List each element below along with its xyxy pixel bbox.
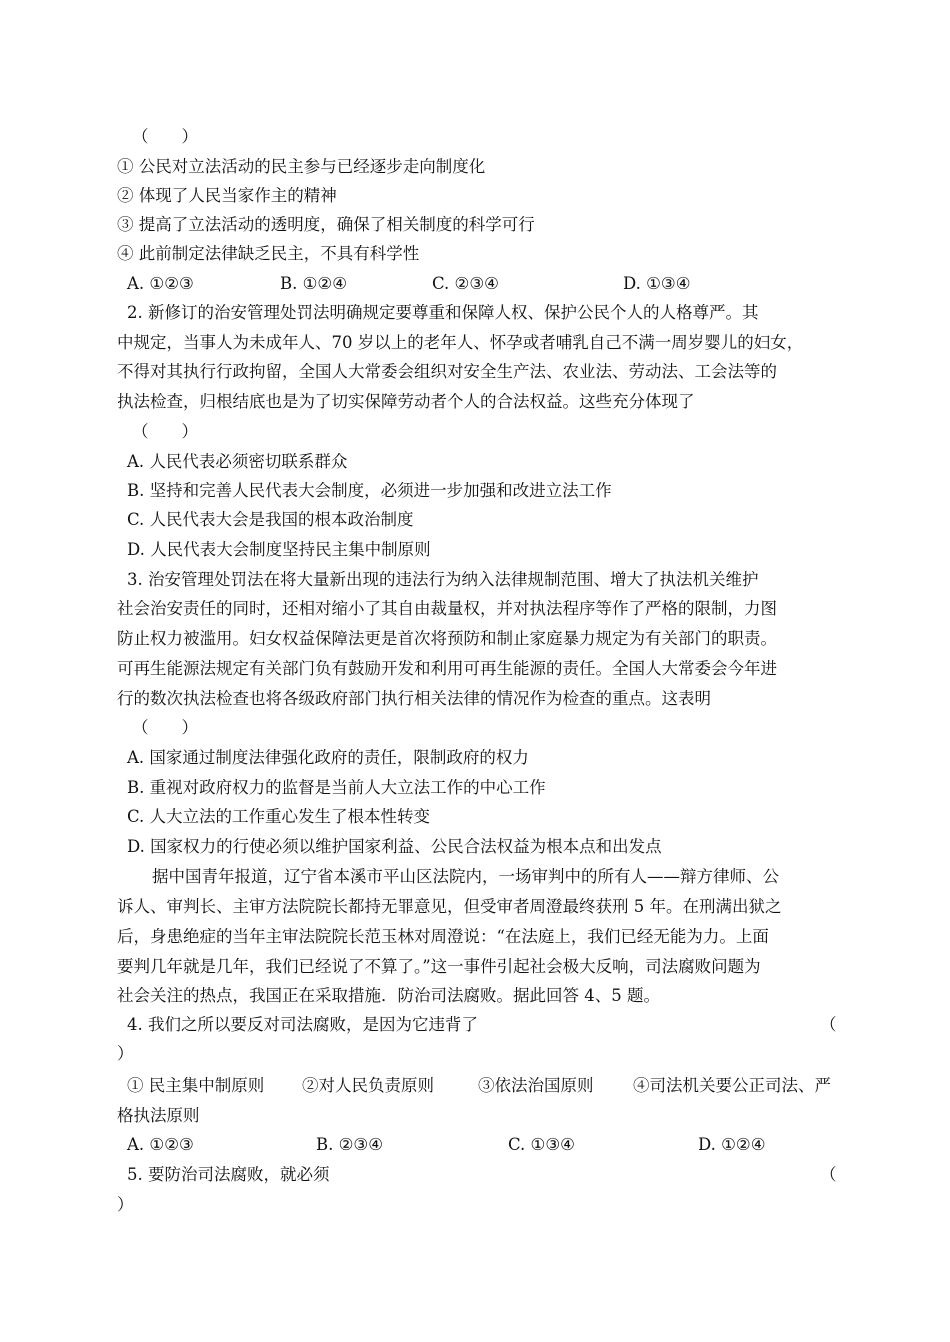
passage-text: 据中国青年报道，辽宁省本溪市平山区法院内，一场审判中的所有人——辩方律师、公	[152, 867, 779, 886]
option-d: D. ①③④	[623, 274, 691, 293]
passage-line-3	[0, 923, 950, 951]
q2-option-a	[0, 448, 950, 476]
q5-stem-line	[0, 1161, 950, 1189]
answer-bracket-open: （	[820, 1165, 837, 1184]
passage-line-1	[0, 863, 950, 891]
statement-text: 格执法原则	[117, 1106, 200, 1125]
q3-option-d	[0, 833, 950, 861]
option-text: B. 重视对政府权力的监督是当前人大立法工作的中心工作	[127, 778, 546, 797]
answer-bracket: （ ）	[132, 422, 198, 441]
statement-text: ① 民主集中制原则	[127, 1076, 265, 1095]
q2-stem-line-2	[0, 329, 950, 357]
option-text: D. 人民代表大会制度坚持民主集中制原则	[127, 540, 431, 559]
option-c: C. ①③④	[508, 1135, 575, 1154]
option-text: D. 国家权力的行使必须以维护国家利益、公民合法权益为根本点和出发点	[127, 837, 662, 856]
stem-text: 3. 治安管理处罚法在将大量新出现的违法行为纳入法律规制范围、增大了执法机关维护	[127, 570, 759, 589]
statement-text: ③ 提高了立法活动的透明度，确保了相关制度的科学可行	[117, 215, 535, 234]
q2-bracket-line	[0, 418, 950, 446]
statement-text: ④ 此前制定法律缺乏民主，不具有科学性	[117, 244, 420, 263]
q3-bracket-line	[0, 714, 950, 742]
q4-stem-line	[0, 1011, 950, 1039]
option-text: C. 人大立法的工作重心发生了根本性转变	[127, 807, 431, 826]
statement-text: ②对人民负责原则	[302, 1076, 434, 1095]
q1-statement-4	[0, 240, 950, 268]
q4-statements-line	[0, 1072, 950, 1100]
stem-text: 执法检查，归根结底也是为了切实保障劳动者个人的合法权益。这些充分体现了	[117, 392, 695, 411]
option-text: A. 国家通过制度法律强化政府的责任，限制政府的权力	[127, 748, 529, 767]
q4-options	[0, 1131, 950, 1159]
statement-text: ① 公民对立法活动的民主参与已经逐步走向制度化	[117, 157, 486, 176]
q2-option-d	[0, 536, 950, 564]
option-text: A. 人民代表必须密切联系群众	[127, 452, 348, 471]
q3-stem-line-3	[0, 625, 950, 653]
option-b: B. ②③④	[316, 1135, 383, 1154]
statement-text: ② 体现了人民当家作主的精神	[117, 186, 337, 205]
stem-text: 不得对其执行行政拘留，全国人大常委会组织对安全生产法、农业法、劳动法、工会法等的	[117, 362, 777, 381]
q3-option-b	[0, 774, 950, 802]
passage-line-2	[0, 893, 950, 921]
option-c: C. ②③④	[432, 274, 499, 293]
q2-stem-line-1	[0, 299, 950, 327]
option-a: A. ①②③	[127, 1135, 194, 1154]
option-text: B. 坚持和完善人民代表大会制度，必须进一步加强和改进立法工作	[127, 481, 612, 500]
q2-stem-line-3	[0, 358, 950, 386]
q2-stem-line-4	[0, 388, 950, 416]
answer-bracket-close: ）	[117, 1195, 134, 1214]
answer-bracket: （ ）	[132, 718, 198, 737]
stem-text: 5. 要防治司法腐败，就必须	[127, 1165, 330, 1184]
option-a: A. ①②③	[127, 274, 194, 293]
q1-statement-3	[0, 211, 950, 239]
q1-statement-1	[0, 153, 950, 181]
q1-statement-2	[0, 182, 950, 210]
q4-statements-wrap-line	[0, 1102, 950, 1130]
q2-option-c	[0, 506, 950, 534]
stem-text: 防止权力被滥用。妇女权益保障法更是首次将预防和制止家庭暴力规定为有关部门的职责。	[117, 629, 777, 648]
q1-options	[0, 270, 950, 298]
passage-text: 要判几年就是几年，我们已经说了不算了。”这一事件引起社会极大反响，司法腐败问题为	[117, 957, 761, 976]
statement-text: ④司法机关要公正司法、严	[633, 1076, 831, 1095]
stem-text: 社会治安责任的同时，还相对缩小了其自由裁量权，并对执法程序等作了严格的限制，力图	[117, 599, 777, 618]
stem-text: 行的数次执法检查也将各级政府部门执行相关法律的情况作为检查的重点。这表明	[117, 689, 711, 708]
q3-option-c	[0, 803, 950, 831]
q2-option-b	[0, 477, 950, 505]
answer-bracket: （ ）	[132, 127, 198, 146]
stem-text: 4. 我们之所以要反对司法腐败，是因为它违背了	[127, 1015, 478, 1034]
stem-text: 可再生能源法规定有关部门负有鼓励开发和利用可再生能源的责任。全国人大常委会今年进	[117, 659, 777, 678]
stem-text: 2. 新修订的治安管理处罚法明确规定要尊重和保障人权、保护公民个人的人格尊严。其	[127, 303, 759, 322]
answer-bracket-close: ）	[117, 1044, 134, 1063]
option-text: C. 人民代表大会是我国的根本政治制度	[127, 510, 414, 529]
passage-line-4	[0, 953, 950, 981]
passage-text: 社会关注的热点，我国正在采取措施．防治司法腐败。据此回答 4、5 题。	[117, 986, 660, 1005]
passage-line-5	[0, 982, 950, 1010]
q5-bracket-close-line	[0, 1191, 950, 1219]
answer-bracket-open: （	[820, 1015, 837, 1034]
q4-bracket-close-line	[0, 1040, 950, 1068]
q1-bracket-line	[0, 123, 950, 151]
passage-text: 诉人、审判长、主审方法院院长都持无罪意见，但受审者周澄最终获刑 5 年。在刑满出狱之	[117, 897, 782, 916]
option-d: D. ①②④	[698, 1135, 766, 1154]
passage-text: 后，身患绝症的当年主审法院院长范玉林对周澄说：“在法庭上，我们已经无能为力。上面	[117, 927, 769, 946]
option-b: B. ①②④	[280, 274, 347, 293]
q3-stem-line-1	[0, 566, 950, 594]
q3-option-a	[0, 744, 950, 772]
q3-stem-line-2	[0, 595, 950, 623]
stem-text: 中规定，当事人为未成年人、70 岁以上的老年人、怀孕或者哺乳自己不满一周岁婴儿的妇女，	[117, 333, 804, 352]
statement-text: ③依法治国原则	[478, 1076, 594, 1095]
q3-stem-line-5	[0, 685, 950, 713]
q3-stem-line-4	[0, 655, 950, 683]
